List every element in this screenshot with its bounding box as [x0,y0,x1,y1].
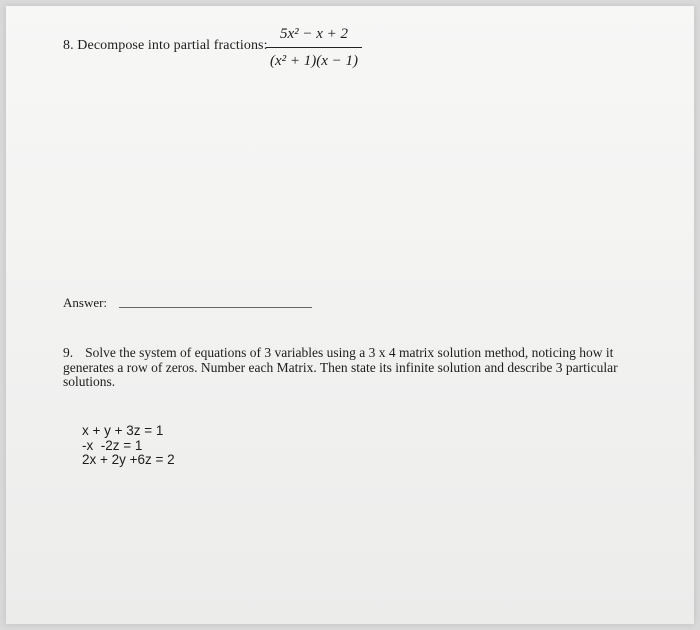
fraction-bar [266,47,362,48]
answer-label: Answer: [63,295,108,310]
question-9-number: 9. [63,345,74,360]
question-8-prompt: 8. Decompose into partial fractions: [63,38,268,53]
fraction-denominator: (x² + 1)(x − 1) [269,53,359,69]
equation-2: -x -2z = 1 [82,437,143,453]
question-9-prompt [63,346,629,390]
equation-system [82,424,175,468]
answer-blank-line [119,307,312,308]
worksheet-page [6,6,694,624]
equation-1: x + y + 3z = 1 [82,423,164,438]
rational-expression [264,23,364,72]
equation-3: 2x + 2y +6z = 2 [82,452,175,467]
fraction-numerator: 5x² − x + 2 [279,26,349,42]
question-9-text: Solve the system of equations of 3 variables using a 3 x 4 matrix solution method, noticing how it generates a row of zeros. Number each Matrix. Then state its infinite solution and describe 3 particular solutions. [63,345,618,389]
